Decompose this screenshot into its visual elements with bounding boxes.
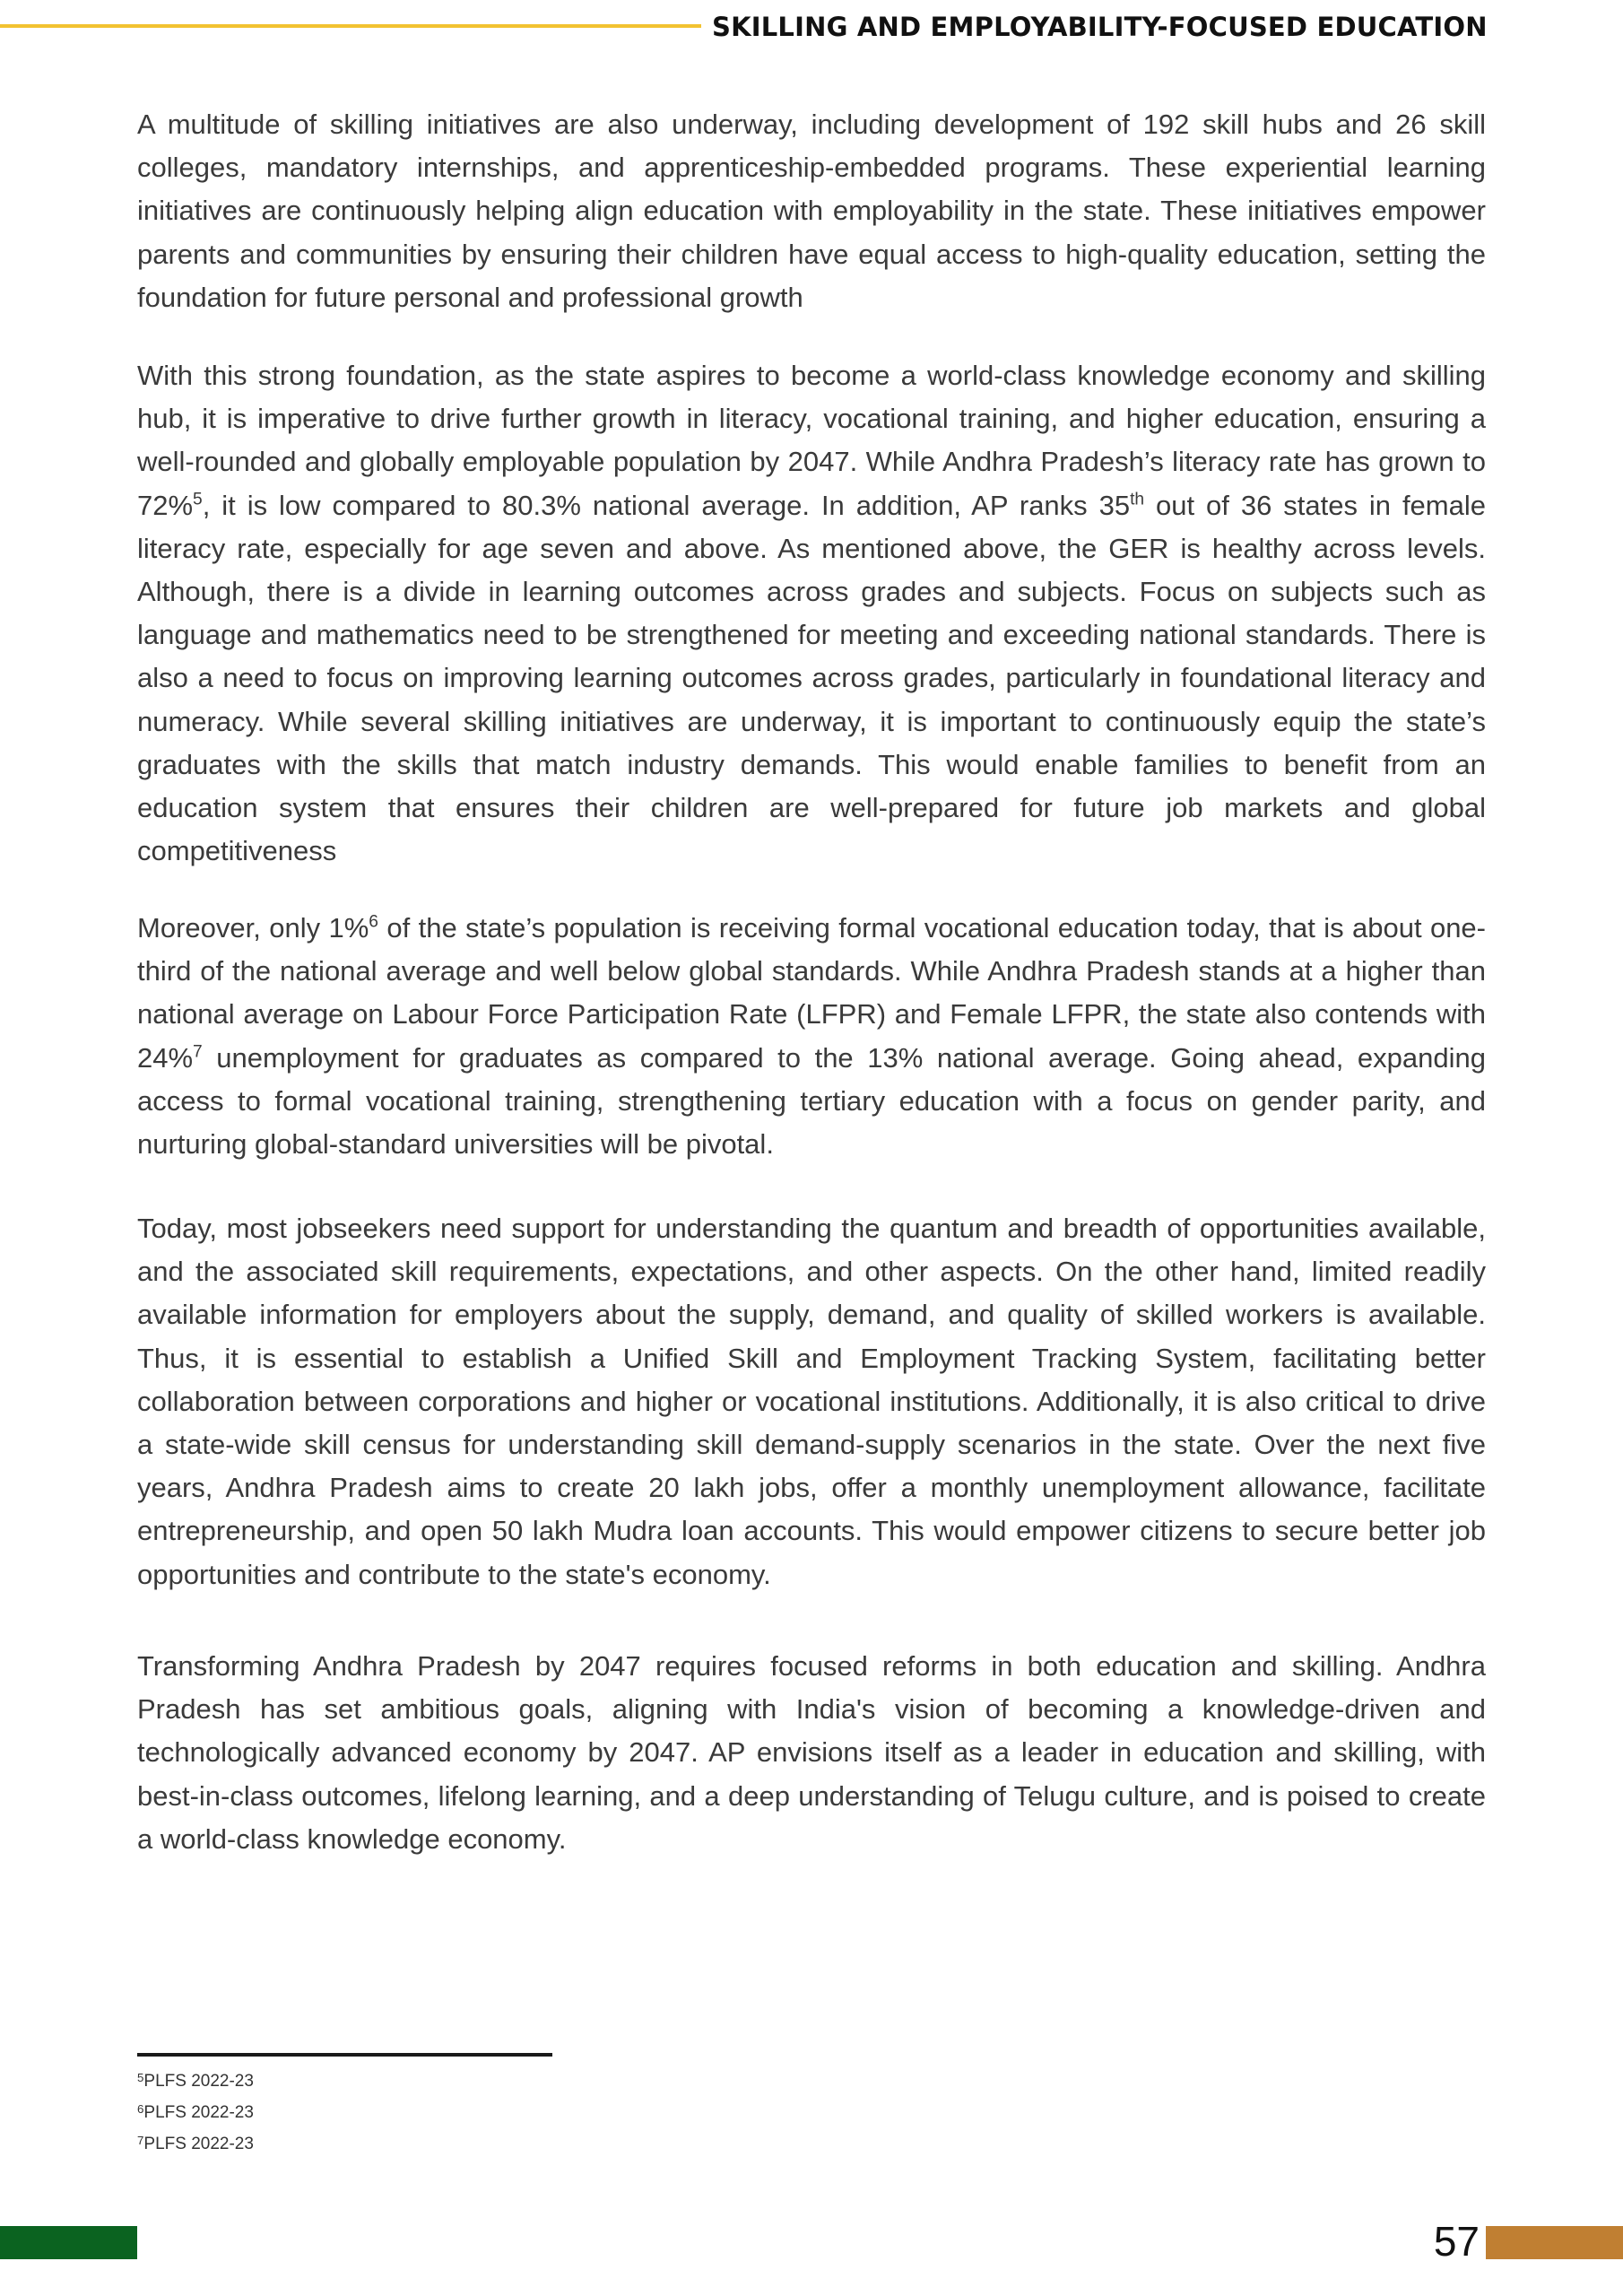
- footnote-marker: 5: [137, 2071, 144, 2084]
- footnote-marker: 7: [137, 2134, 144, 2147]
- footnote-text: PLFS 2022-23: [143, 2103, 254, 2122]
- footer-green-bar: [0, 2226, 137, 2259]
- paragraph-jobseekers-support: [137, 1207, 1486, 1596]
- text-segment: Today, most jobseekers need support for understanding the quantum and breadth of opportunities available, and the associated skill requirements, expectations, and other aspects. On the other hand, limited readily available information for employers about the supply, demand, and quality of skilled workers is available. Thus, it is essential to establish a Unified Skill and Employment Tracking System, facilitating better collaboration between corporations and higher or vocational institutions. Additionally, it is also critical to drive a state-wide skill census for understanding skill demand-supply scenarios in the state. Over the next five years, Andhra Pradesh aims to create 20 lakh jobs, offer a monthly unemployment allowance, facilitate entrepreneurship, and open 50 lakh Mudra loan accounts. This would empower citizens to secure better job opportunities and contribute to the state's economy.: [137, 1213, 1486, 1590]
- paragraph-text: [137, 103, 1486, 319]
- footnote-text: PLFS 2022-23: [143, 2135, 254, 2153]
- text-segment: unemployment for graduates as compared to the 13% national average. Going ahead, expanding access to formal vocational training, strengthening tertiary education with a focus on gender parity, and nurturing global-standard universities will be pivotal.: [137, 1041, 1486, 1161]
- footnote-6: [137, 2097, 254, 2128]
- text-segment: With this strong foundation, as the state aspires to become a world-class knowledge economy and skilling hub, it is imperative to drive further growth in literacy, vocational training, and higher education, ensuring a well-rounded and globally employable population by 2047. While Andhra Pradesh’s literacy rate has grown to 72%: [137, 360, 1486, 521]
- paragraph-text: [137, 1645, 1486, 1861]
- footnote-text: PLFS 2022-23: [143, 2072, 254, 2091]
- paragraph-transforming-ap: [137, 1645, 1486, 1861]
- footnote-ref-5[interactable]: 5: [193, 490, 203, 509]
- text-segment: Transforming Andhra Pradesh by 2047 requires focused reforms in both education and skilling. Andhra Pradesh has set ambitious goals, aligning with India's vision of becoming a knowledge-driven and technologically advanced economy by 2047. AP envisions itself as a leader in education and skilling, with best-in-class outcomes, lifelong learning, and a deep understanding of Telugu culture, and is poised to create a world-class knowledge economy.: [137, 1650, 1486, 1855]
- text-segment: out of 36 states in female literacy rate, especially for age seven and above. As mentioned above, the GER is healthy across levels. Although, there is a divide in learning outcomes across grades and subjects. Focus on subjects such as language and mathematics need to be strengthened for meeting and exceeding national standards. There is also a need to focus on improving learning outcomes across grades, particularly in foundational literacy and numeracy. While several skilling initiatives are underway, it is important to continuously equip the state’s graduates with the skills that match industry demands. This would enable families to benefit from an education system that ensures their children are well-prepared for future job markets and global competitiveness: [137, 489, 1486, 867]
- paragraph-text: [137, 907, 1486, 1166]
- text-segment: , it is low compared to 80.3% national average. In addition, AP ranks 35: [202, 489, 1131, 521]
- text-segment: A multitude of skilling initiatives are also underway, including development of 192 skill hubs and 26 skill colleges, mandatory internships, and apprenticeship-embedded programs. These experiential learning initiatives are continuously helping align education with employability in the state. These initiatives empower parents and communities by ensuring their children have equal access to high-quality education, setting the foundation for future personal and professional growth: [137, 109, 1486, 313]
- paragraph-skilling-initiatives: [137, 103, 1486, 319]
- footnotes: [137, 2066, 254, 2160]
- header-accent-rule: [0, 24, 701, 28]
- paragraph-text: [137, 354, 1486, 873]
- footnote-5: [137, 2066, 254, 2097]
- footnote-marker: 6: [137, 2102, 144, 2116]
- paragraph-vocational-education: [137, 907, 1486, 1166]
- footnote-divider: [137, 2053, 552, 2057]
- footer-orange-bar: [1486, 2226, 1623, 2259]
- text-segment: Moreover, only 1%: [137, 912, 369, 944]
- footnote-ref-7[interactable]: 7: [193, 1042, 203, 1062]
- paragraph-text: [137, 1207, 1486, 1596]
- section-heading: SKILLING AND EMPLOYABILITY-FOCUSED EDUCATION: [712, 12, 1488, 42]
- footnote-7: [137, 2128, 254, 2160]
- ordinal-suffix: th: [1130, 490, 1145, 509]
- text-segment: of the state’s population is receiving formal vocational education today, that is about one-third of the national average and well below global standards. While Andhra Pradesh stands at a higher than national average on Labour Force Participation Rate (LFPR) and Female LFPR, the state also contends with 24%: [137, 912, 1487, 1074]
- paragraph-literacy-foundation: [137, 354, 1486, 873]
- footnote-ref-6[interactable]: 6: [369, 912, 378, 932]
- page-number: 57: [1433, 2218, 1480, 2265]
